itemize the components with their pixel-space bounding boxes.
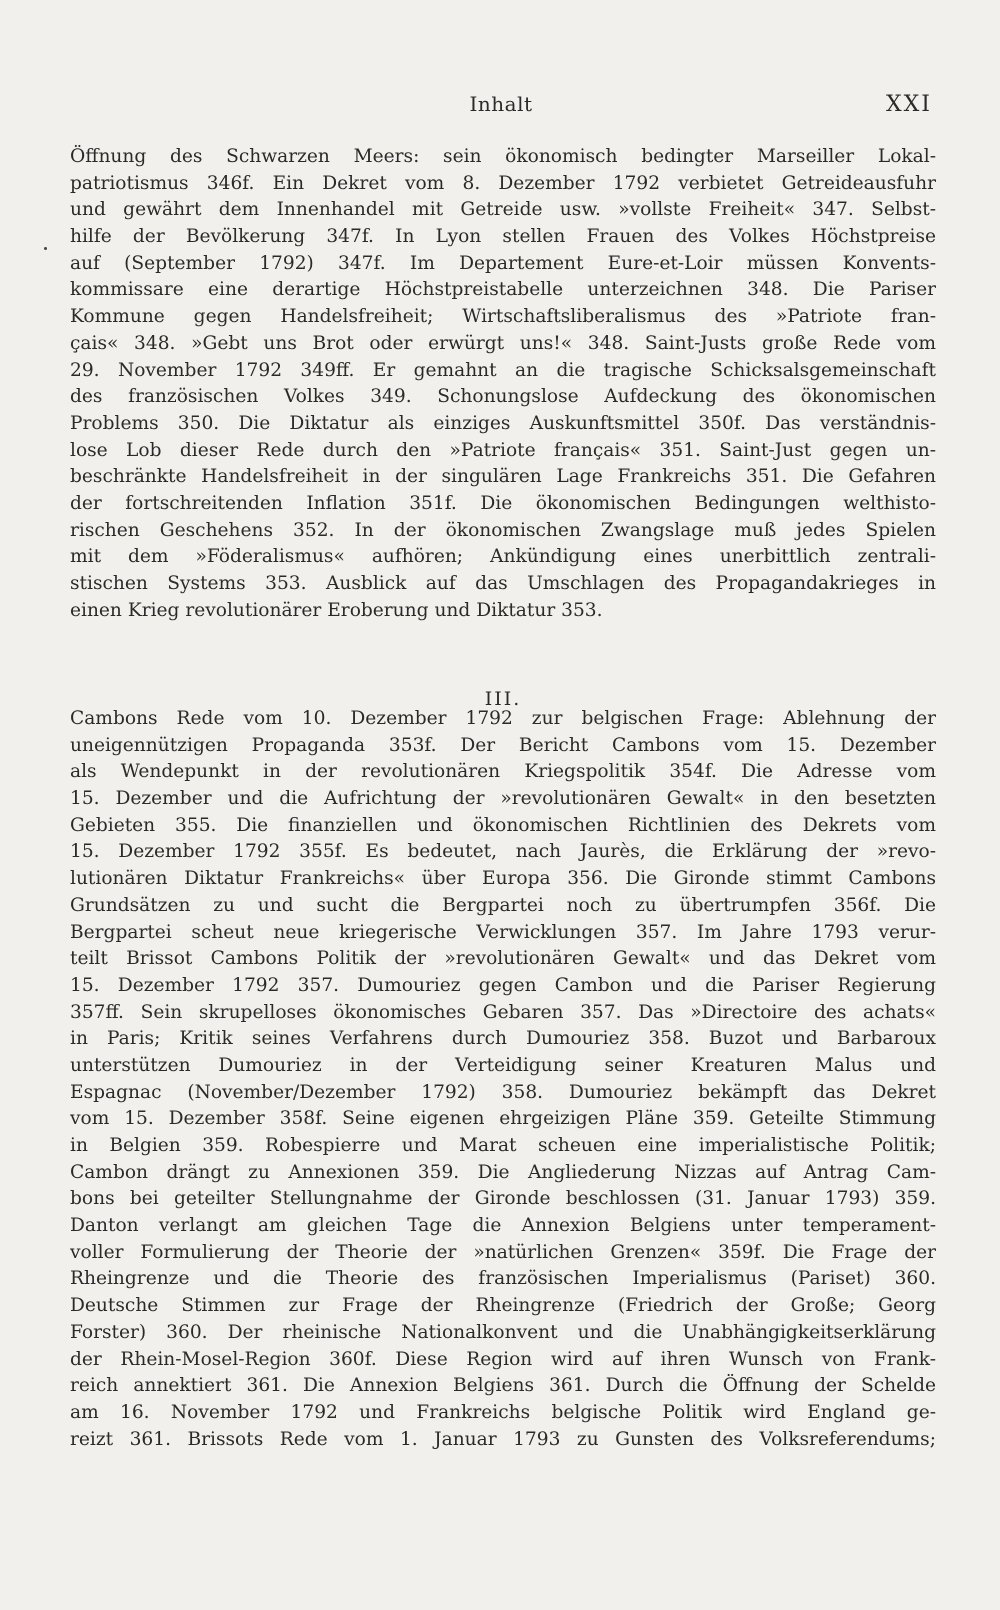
toc-paragraph-1 (70, 144, 936, 624)
running-head-title: Inhalt (469, 92, 533, 116)
text-line: Bergpartei scheut neue kriegerische Verwicklungen 357. Im Jahre 1793 verur- (70, 921, 936, 943)
text-line: Öffnung des Schwarzen Meers: sein ökonomisch bedingter Marseiller Lokal- (70, 146, 936, 167)
text-line: als Wendepunkt in der revolutionären Kriegspolitik 354f. Die Adresse vom (70, 761, 936, 783)
text-line: rischen Geschehens 352. In der ökonomischen Zwangslage muß jedes Spielen (70, 519, 936, 541)
text-line: reizt 361. Brissots Rede vom 1. Januar 1793 zu Gunsten des Volksreferendums; (70, 1428, 936, 1450)
text-line: in Paris; Kritik seines Verfahrens durch Dumouriez 358. Buzot und Barbaroux (70, 1028, 936, 1050)
text-line: und gewährt dem Innenhandel mit Getreide usw. »vollste Freiheit« 347. Selbst- (70, 199, 936, 221)
text-line: lose Lob dieser Rede durch den »Patriote français« 351. Saint-Just gegen un- (70, 439, 936, 461)
text-line: unterstützen Dumouriez in der Verteidigung seiner Kreaturen Malus und (70, 1054, 936, 1076)
text-line: mit dem »Föderalismus« aufhören; Ankündigung eines unerbittlich zentrali- (70, 546, 936, 568)
text-line: 15. Dezember und die Aufrichtung der »revolutionären Gewalt« in den besetzten (70, 788, 936, 810)
margin-dot-mark (44, 247, 47, 250)
page-number: XXI (885, 92, 932, 117)
text-line: stischen Systems 353. Ausblick auf das Umschlagen des Propagandakrieges in (70, 573, 936, 594)
text-line: Cambon drängt zu Annexionen 359. Die Angliederung Nizzas auf Antrag Cam- (70, 1161, 936, 1183)
text-line: 15. Dezember 1792 355f. Es bedeutet, nach Jaurès, die Erklärung der »revo- (70, 841, 936, 863)
text-line: Rheingrenze und die Theorie des französischen Imperialismus (Pariset) 360. (70, 1268, 936, 1290)
text-line: lutionären Diktatur Frankreichs« über Europa 356. Die Gironde stimmt Cambons (70, 868, 936, 890)
running-head (70, 92, 932, 122)
text-line: kommissare eine derartige Höchstpreistabelle unterzeichnen 348. Die Pariser (70, 279, 936, 301)
text-line: auf (September 1792) 347f. Im Departement Eure-et-Loir müssen Konvents- (70, 252, 936, 274)
text-line: in Belgien 359. Robespierre und Marat scheuen eine imperialistische Politik; (70, 1135, 936, 1156)
toc-paragraph-2 (70, 706, 936, 1453)
text-line: hilfe der Bevölkerung 347f. In Lyon stellen Frauen des Volkes Höchstpreise (70, 226, 936, 248)
text-line: voller Formulierung der Theorie der »natürlichen Grenzen« 359f. Die Frage der (70, 1241, 936, 1263)
text-line: einen Krieg revolutionärer Eroberung und Diktatur 353. (70, 599, 603, 621)
text-line: vom 15. Dezember 358f. Seine eigenen ehrgeizigen Pläne 359. Geteilte Stimmung (70, 1108, 936, 1130)
text-line: 357ff. Sein skrupelloses ökonomisches Gebaren 357. Das »Directoire des achats« (70, 1001, 936, 1023)
text-line: Kommune gegen Handelsfreiheit; Wirtschaftsliberalismus des »Patriote fran- (70, 306, 936, 328)
text-line: des französischen Volkes 349. Schonungslose Aufdeckung des ökonomischen (70, 386, 936, 408)
text-line: Forster) 360. Der rheinische Nationalkonvent und die Unabhängigkeitserklärung (70, 1321, 936, 1343)
text-line: teilt Brissot Cambons Politik der »revolutionären Gewalt« und das Dekret vom (70, 948, 936, 970)
text-line: 15. Dezember 1792 357. Dumouriez gegen Cambon und die Pariser Regierung (70, 974, 936, 996)
text-line: Grundsätzen zu und sucht die Bergpartei noch zu übertrumpfen 356f. Die (70, 894, 936, 916)
text-line: reich annektiert 361. Die Annexion Belgiens 361. Durch die Öffnung der Schelde (70, 1375, 936, 1397)
text-line: Problems 350. Die Diktatur als einziges Auskunftsmittel 350f. Das verständnis- (70, 412, 936, 434)
text-line: Deutsche Stimmen zur Frage der Rheingrenze (Friedrich der Große; Georg (70, 1295, 936, 1317)
text-line: çais« 348. »Gebt uns Brot oder erwürgt uns!« 348. Saint-Justs große Rede vom (70, 332, 936, 354)
text-line: der fortschreitenden Inflation 351f. Die ökonomischen Bedingungen welthisto- (70, 492, 936, 514)
text-line: uneigennützigen Propaganda 353f. Der Bericht Cambons vom 15. Dezember (70, 734, 936, 756)
text-line: 29. November 1792 349ff. Er gemahnt an die tragische Schicksalsgemeinschaft (70, 359, 936, 381)
text-line: am 16. November 1792 und Frankreichs belgische Politik wird England ge- (70, 1401, 936, 1423)
text-line: Danton verlangt am gleichen Tage die Annexion Belgiens unter temperament- (70, 1215, 936, 1237)
text-line: der Rhein-Mosel-Region 360f. Diese Region wird auf ihren Wunsch von Frank- (70, 1348, 936, 1370)
text-line: Espagnac (November/Dezember 1792) 358. Dumouriez bekämpft das Dekret (70, 1081, 936, 1103)
text-line: Cambons Rede vom 10. Dezember 1792 zur belgischen Frage: Ablehnung der (70, 708, 936, 729)
text-line: Gebieten 355. Die finanziellen und ökonomischen Richtlinien des Dekrets vom (70, 814, 936, 836)
text-line: bons bei geteilter Stellungnahme der Gironde beschlossen (31. Januar 1793) 359. (70, 1188, 936, 1210)
text-line: patriotismus 346f. Ein Dekret vom 8. Dezember 1792 verbietet Getreideausfuhr (70, 172, 936, 194)
section-heading: III. (484, 688, 522, 710)
text-line: beschränkte Handelsfreiheit in der singulären Lage Frankreichs 351. Die Gefahren (70, 466, 936, 488)
